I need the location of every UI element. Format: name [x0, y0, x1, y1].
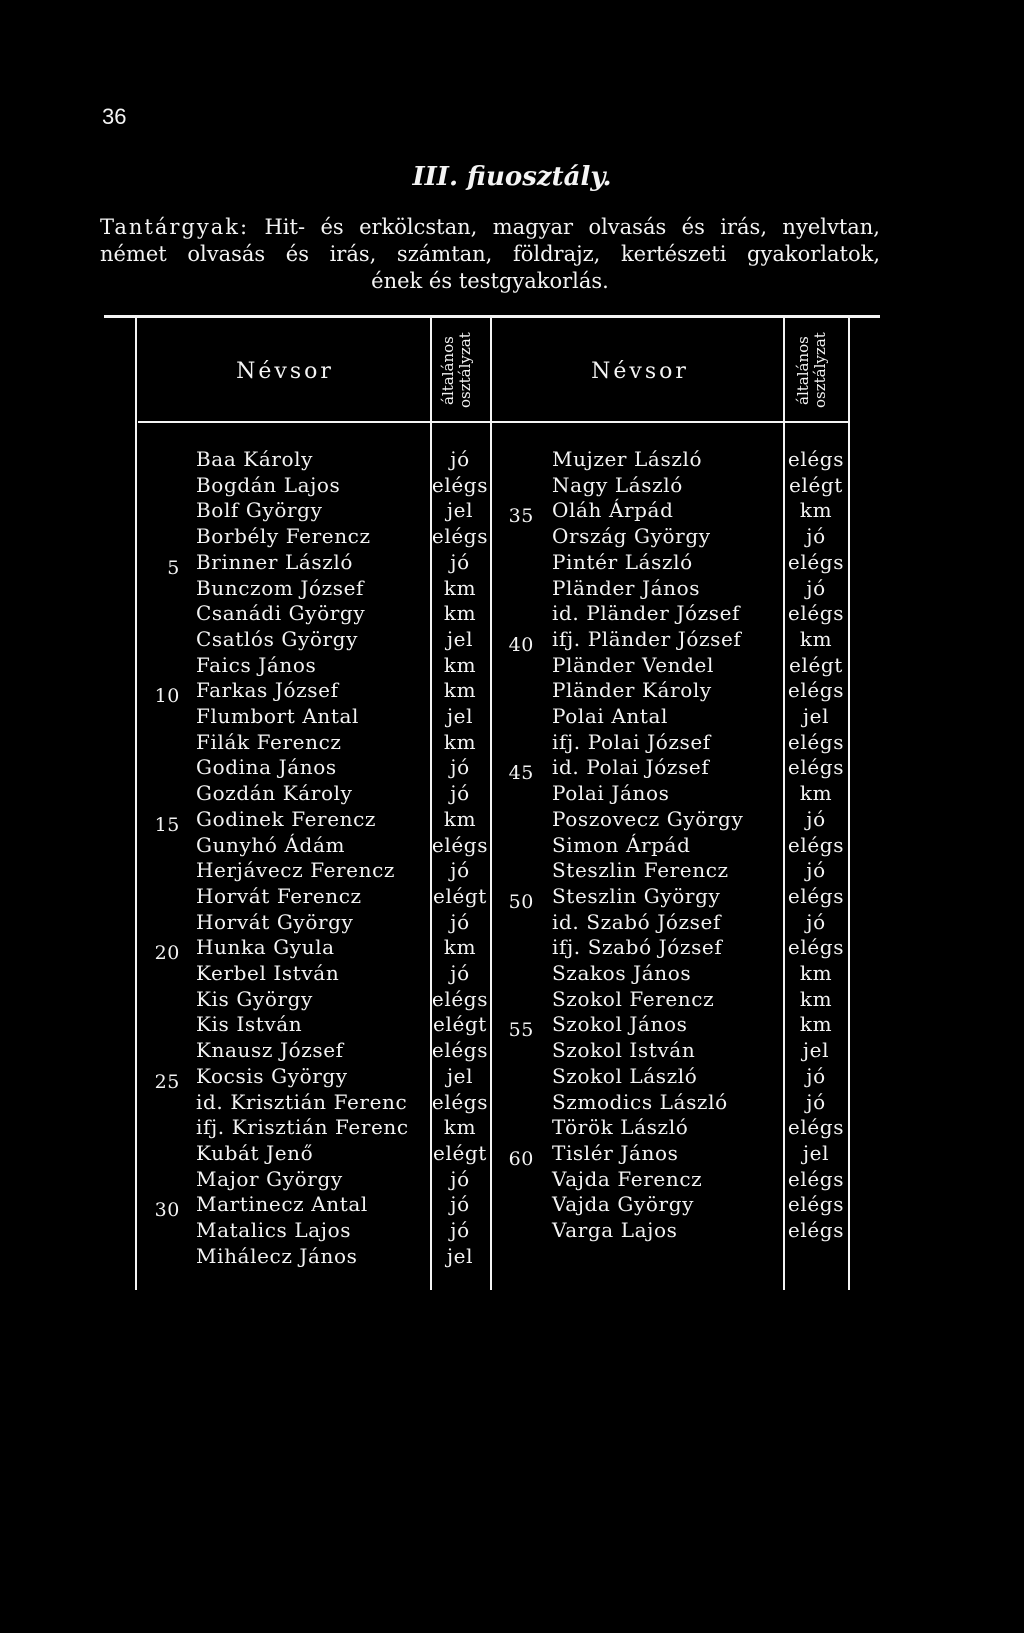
student-name: Kerbel István	[196, 961, 340, 985]
student-grade: elégs	[431, 986, 489, 1011]
table-row	[0, 781, 1024, 806]
student-grade: km	[799, 986, 833, 1011]
student-grade: km	[443, 1115, 477, 1140]
student-grade: jó	[450, 447, 470, 471]
student-grade: elégt	[433, 1140, 487, 1165]
student-name: Vajda György	[552, 1192, 694, 1217]
subjects-line-3: ének és testgyakorlás.	[371, 269, 609, 293]
table-row	[0, 498, 1024, 528]
student-name: Herjávecz Ferencz	[196, 858, 396, 883]
table-row	[0, 447, 1024, 472]
student-grade: elégs	[431, 1089, 489, 1114]
table-row	[0, 807, 1024, 832]
student-name: Pländer Károly	[552, 678, 712, 703]
row-number: 40	[508, 633, 534, 656]
header-nevsor-right: Névsor	[591, 359, 689, 384]
student-grade: elégt	[433, 1012, 487, 1037]
student-name: Simon Árpád	[552, 832, 691, 857]
row-number: 5	[167, 556, 180, 579]
student-name: Török László	[552, 1115, 689, 1140]
student-name: Csanádi György	[196, 601, 366, 626]
student-name: Godinek Ferencz	[196, 806, 377, 831]
student-grade: jó	[450, 909, 470, 934]
student-name: Csatlós György	[196, 626, 358, 651]
student-grade: jó	[806, 1089, 826, 1114]
student-name: Pländer János	[552, 575, 701, 600]
student-name: Mihálecz János	[196, 1243, 358, 1268]
table-row	[0, 883, 1024, 913]
student-grade: elégs	[787, 1166, 845, 1191]
student-name: Martinecz Antal	[196, 1192, 368, 1217]
student-grade: jel	[446, 1243, 474, 1268]
student-name: Borbély Ferencz	[196, 524, 371, 549]
table-row	[0, 935, 1024, 960]
student-grade: elégs	[787, 601, 845, 626]
student-grade: elégs	[787, 832, 845, 857]
student-name: ifj. Polai József	[552, 729, 711, 754]
student-name: Steszlin György	[552, 883, 721, 908]
student-name: Tislér János	[552, 1140, 679, 1165]
table-row	[0, 1244, 1024, 1269]
student-grade: km	[443, 652, 477, 677]
row-number: 25	[154, 1070, 180, 1093]
student-name: Szakos János	[552, 961, 692, 985]
student-grade: jó	[450, 755, 470, 780]
student-grade: elégs	[787, 1115, 845, 1140]
table-header-rule	[138, 421, 850, 423]
table-row	[0, 910, 1024, 935]
student-grade: jó	[450, 961, 470, 985]
student-name: Gozdán Károly	[196, 781, 353, 806]
subjects-label: Tantárgyak:	[100, 215, 250, 239]
row-number: 10	[154, 685, 180, 708]
student-name: Flumbort Antal	[196, 704, 359, 728]
student-grade: elégs	[787, 1192, 845, 1217]
student-name: Polai János	[552, 781, 670, 806]
table-row	[0, 1167, 1024, 1192]
student-grade: km	[443, 678, 477, 703]
student-grade: jel	[446, 704, 474, 728]
table-row	[0, 833, 1024, 858]
student-grade: jó	[450, 1218, 470, 1242]
student-name: Ország György	[552, 524, 711, 549]
student-name: Horvát György	[196, 909, 354, 934]
table-row	[0, 1012, 1024, 1042]
student-grade: elégs	[787, 935, 845, 960]
student-grade: elégs	[787, 678, 845, 703]
table-row	[0, 858, 1024, 883]
table-row	[0, 626, 1024, 656]
student-grade: elégt	[433, 883, 487, 908]
table-row	[0, 524, 1024, 549]
header-grade-right: általános osztályzat	[794, 332, 829, 409]
student-grade: jó	[806, 806, 826, 831]
student-name: id. Polai József	[552, 755, 710, 780]
student-name: Kis István	[196, 1012, 303, 1037]
table-row	[0, 473, 1024, 498]
student-name: id. Szabó József	[552, 909, 721, 934]
student-name: Kis György	[196, 986, 313, 1011]
table-row	[0, 987, 1024, 1012]
student-name: ifj. Krisztián Ferenc	[196, 1115, 409, 1140]
student-grade: elégs	[787, 755, 845, 780]
table-row	[0, 601, 1024, 626]
student-name: Bolf György	[196, 498, 323, 523]
student-name: Kocsis György	[196, 1063, 348, 1088]
student-name: Varga Lajos	[552, 1218, 678, 1242]
section-title: III. fiuosztály.	[412, 162, 612, 192]
row-number: 15	[154, 813, 180, 836]
student-grade: km	[799, 781, 833, 806]
student-name: ifj. Pländer József	[552, 626, 742, 651]
row-number: 35	[508, 505, 534, 528]
student-grade: jó	[450, 1192, 470, 1217]
student-grade: km	[799, 961, 833, 985]
student-name: Polai Antal	[552, 704, 669, 728]
student-name: Faics János	[196, 652, 317, 677]
student-name: Szokol Ferencz	[552, 986, 715, 1011]
student-grade: elégs	[787, 883, 845, 908]
student-name: Hunka Gyula	[196, 935, 335, 960]
header-nevsor-left: Névsor	[236, 359, 334, 384]
student-name: Pintér László	[552, 549, 693, 574]
student-name: Kubát Jenő	[196, 1140, 314, 1165]
student-name: Farkas József	[196, 678, 339, 703]
table-row	[0, 1090, 1024, 1115]
student-grade: elégs	[787, 1218, 845, 1242]
student-name: Poszovecz György	[552, 806, 744, 831]
student-name: Szokol László	[552, 1063, 698, 1088]
student-name: Brinner László	[196, 549, 354, 574]
table-row	[0, 961, 1024, 986]
student-grade: jó	[806, 909, 826, 934]
student-grade: km	[799, 498, 833, 523]
student-name: ifj. Szabó József	[552, 935, 723, 960]
student-grade: elégs	[787, 447, 845, 471]
student-grade: km	[443, 601, 477, 626]
student-name: Filák Ferencz	[196, 729, 342, 754]
student-name: Bunczom József	[196, 575, 365, 600]
student-name: Vajda Ferencz	[552, 1166, 703, 1191]
student-name: Nagy László	[552, 472, 683, 497]
student-grade: elégs	[431, 1038, 489, 1063]
student-grade: jó	[806, 524, 826, 549]
header-grade-left: általános osztályzat	[439, 332, 474, 409]
student-grade: elégs	[431, 832, 489, 857]
student-grade: elégs	[787, 549, 845, 574]
student-grade: km	[799, 626, 833, 651]
student-grade: jel	[446, 498, 474, 523]
student-name: Pländer Vendel	[552, 652, 714, 677]
row-number: 50	[508, 890, 534, 913]
table-row	[0, 730, 1024, 755]
page-number: 36	[102, 104, 127, 129]
student-grade: jó	[450, 549, 470, 574]
row-number: 30	[154, 1199, 180, 1222]
student-grade: elégs	[787, 729, 845, 754]
student-grade: jel	[446, 626, 474, 651]
table-row	[0, 1192, 1024, 1217]
student-name: Matalics Lajos	[196, 1218, 352, 1242]
student-grade: jó	[806, 1063, 826, 1088]
student-grade: jó	[450, 781, 470, 806]
table-row	[0, 550, 1024, 575]
student-name: Szokol János	[552, 1012, 688, 1037]
student-name: id. Krisztián Ferenc	[196, 1089, 408, 1114]
table-row	[0, 576, 1024, 601]
student-name: Knausz József	[196, 1038, 344, 1063]
student-name: Szokol István	[552, 1038, 696, 1063]
subjects-line-1	[100, 214, 880, 241]
row-number: 45	[508, 762, 534, 785]
student-name: Oláh Árpád	[552, 498, 674, 523]
student-grade: km	[443, 575, 477, 600]
table-top-rule	[104, 315, 880, 318]
table-row	[0, 653, 1024, 678]
student-grade: jel	[446, 1063, 474, 1088]
student-grade: km	[443, 729, 477, 754]
table-row	[0, 1218, 1024, 1243]
subjects-line-2: német olvasás és irás, számtan, földrajz, kertészeti gyakorlatok,	[100, 242, 880, 266]
student-name: Godina János	[196, 755, 337, 780]
student-grade: km	[443, 806, 477, 831]
student-grade: km	[799, 1012, 833, 1037]
student-name: Mujzer László	[552, 447, 703, 471]
row-number: 55	[508, 1019, 534, 1042]
student-grade: jel	[802, 1140, 830, 1165]
student-name: id. Pländer József	[552, 601, 741, 626]
student-grade: elégt	[789, 472, 843, 497]
table-row	[0, 1115, 1024, 1140]
subjects-paragraph	[100, 214, 880, 295]
student-grade: elégs	[431, 524, 489, 549]
student-grade: jel	[802, 1038, 830, 1063]
table-row	[0, 704, 1024, 729]
table-row	[0, 1038, 1024, 1063]
table-row	[0, 1140, 1024, 1170]
student-name: Gunyhó Ádám	[196, 832, 346, 857]
table-row	[0, 755, 1024, 785]
row-number: 60	[508, 1147, 534, 1170]
student-grade: jel	[802, 704, 830, 728]
student-grade: km	[443, 935, 477, 960]
table-row	[0, 1064, 1024, 1089]
student-name: Baa Károly	[196, 447, 314, 471]
student-grade: elégt	[789, 652, 843, 677]
student-grade: jó	[806, 858, 826, 883]
student-grade: jó	[450, 1166, 470, 1191]
student-name: Steszlin Ferencz	[552, 858, 729, 883]
student-grade: elégs	[431, 472, 489, 497]
table-row	[0, 678, 1024, 703]
student-name: Szmodics László	[552, 1089, 728, 1114]
student-name: Bogdán Lajos	[196, 472, 341, 497]
student-grade: jó	[806, 575, 826, 600]
student-name: Horvát Ferencz	[196, 883, 362, 908]
student-grade: jó	[450, 858, 470, 883]
row-number: 20	[154, 942, 180, 965]
student-name: Major György	[196, 1166, 343, 1191]
subjects-line-1-text: Hit- és erkölcstan, magyar olvasás és irás, nyelvtan,	[264, 215, 880, 239]
